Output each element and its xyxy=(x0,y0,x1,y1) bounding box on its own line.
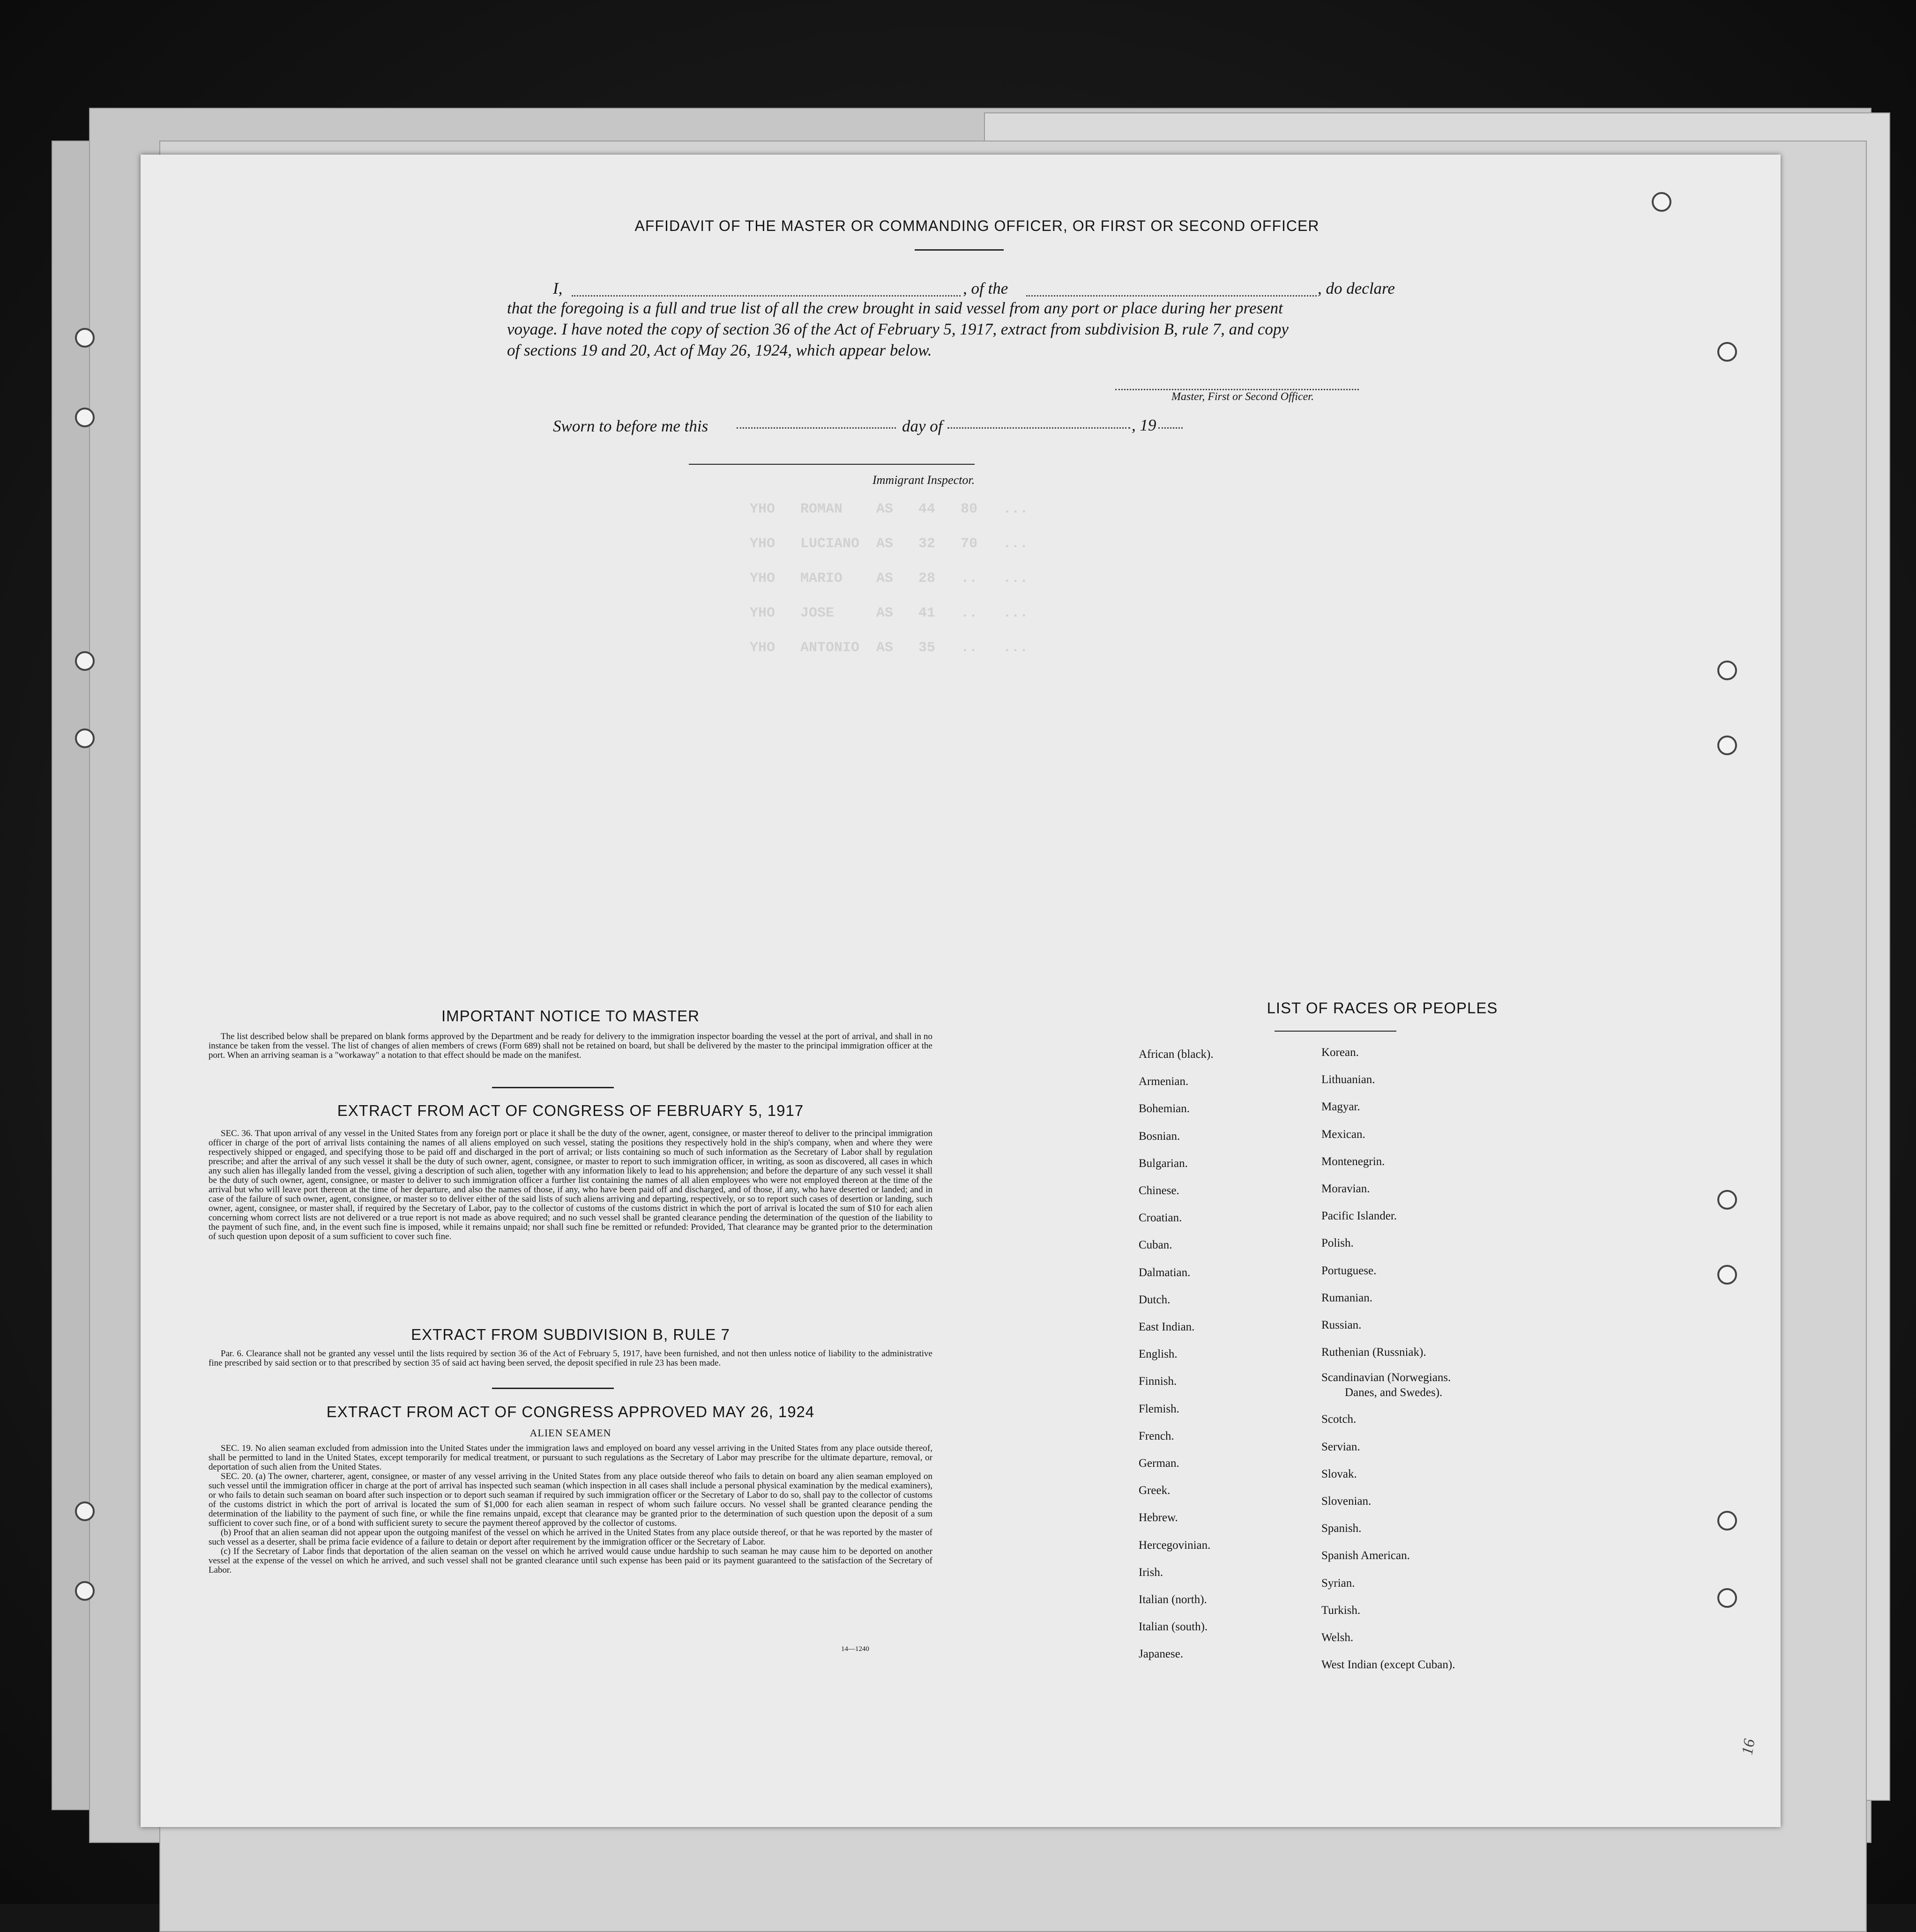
extract-1924-body xyxy=(209,1444,932,1575)
extract-1917-title: EXTRACT FROM ACT OF CONGRESS OF FEBRUARY 5, 1917 xyxy=(337,1102,804,1119)
affidavit-line-2: that the foregoing is a full and true list of all the crew brought in said vessel from any port or place during her present xyxy=(507,299,1283,317)
race-item: Mexican. xyxy=(1321,1128,1365,1141)
race-item: Bulgarian. xyxy=(1139,1157,1188,1170)
races-left-column xyxy=(1139,1041,1214,1668)
race-item: Hebrew. xyxy=(1139,1511,1178,1524)
races-right-column xyxy=(1321,1039,1455,1679)
race-item: Irish. xyxy=(1139,1566,1163,1579)
punch-hole xyxy=(75,328,95,348)
race-item: Flemish. xyxy=(1139,1402,1179,1415)
form-page xyxy=(141,155,1781,1827)
race-item: Dutch. xyxy=(1139,1293,1170,1306)
extract-rule7-title: EXTRACT FROM SUBDIVISION B, RULE 7 xyxy=(411,1326,730,1343)
race-item: Scandinavian (Norwegians. xyxy=(1321,1371,1451,1384)
margin-note: 16 xyxy=(1738,1737,1759,1756)
race-item: Lithuanian. xyxy=(1321,1073,1375,1086)
alien-seamen-subtitle: ALIEN SEAMEN xyxy=(529,1427,611,1439)
affidavit-title: AFFIDAVIT OF THE MASTER OR COMMANDING OFFICER, OR FIRST OR SECOND OFFICER xyxy=(634,217,1320,234)
race-item: Scotch. xyxy=(1321,1413,1357,1426)
year-prefix: , 19 xyxy=(1132,416,1156,434)
race-item: Dalmatian. xyxy=(1139,1266,1191,1279)
punch-hole xyxy=(1717,736,1737,755)
race-item: Spanish American. xyxy=(1321,1549,1410,1562)
race-item: Hercegovinian. xyxy=(1139,1538,1211,1552)
notice-body xyxy=(209,1032,932,1060)
punch-hole xyxy=(75,728,95,748)
race-item: Ruthenian (Russniak). xyxy=(1321,1346,1426,1359)
punch-hole xyxy=(75,1501,95,1521)
race-item: Welsh. xyxy=(1321,1631,1354,1644)
month-line[interactable] xyxy=(947,427,1130,429)
affidavit-line-4: of sections 19 and 20, Act of May 26, 1924, which appear below. xyxy=(507,341,932,359)
race-item: African (black). xyxy=(1139,1048,1214,1061)
race-item: Armenian. xyxy=(1139,1075,1189,1088)
title-rule xyxy=(915,249,1004,251)
race-item: Turkish. xyxy=(1321,1604,1361,1617)
race-item: Spanish. xyxy=(1321,1522,1362,1535)
race-item: Rumanian. xyxy=(1321,1291,1373,1304)
extract-1917-body xyxy=(209,1129,932,1241)
section-36-text: SEC. 36. That upon arrival of any vessel in the United States from any foreign port or place it shall be the duty of the owner, agent, consignee, or master thereof to deliver to the principal immigration officer in charge of the port of arrival lists containing the names of all aliens employed on such vessel, stating the positions they respectively hold in the ship's company, when and where they were respectively shipped or engaged, and specifying those to be paid off and discharged in the port of arrival; or lists containing so much of such information as the Secretary of Labor shall by regulation prescribe; and after the arrival of any such vessel it shall be the duty of such owner, agent, consignee, or master to report to such immigration officer, in writing, as soon as discovered, all cases in which any such alien has illegally landed from the vessel, giving a description of such alien, together with any information likely to lead to his apprehension; and before the departure of any such vessel it shall be the duty of such owner, agent, consignee, or master to deliver to such immigration officer a further list containing the names of all alien employees who were not employed thereon at the time of the arrival but who will leave port thereon at the time of her departure, and also the names of those, if any, who have been paid off and discharged, and of those, if any, who have deserted or landed; and in case of the failure of such owner, agent, consignee, or master so to deliver either of the said lists of such aliens arriving and departing, respectively, or so to report such cases of desertion or landing, such owner, agent, consignee, or master shall, if required by the Secretary of Labor, pay to the collector of customs of the customs district in which the port of arrival is located the sum of $10 for each alien concerning whom correct lists are not delivered or a true report is not made as above required; and no such vessel shall be granted clearance pending the determination of the question of the liability to the payment of such fine, and, in the event such fine is imposed, while it remains unpaid; nor shall such fine be remitted or refunded: Provided, That clearance may be granted prior to the determination of such question upon deposit of a sum sufficient to cover such fine. xyxy=(209,1129,932,1241)
rule-7-text: Par. 6. Clearance shall not be granted any vessel until the lists required by section 36 of the Act of February 5, 1917, have been furnished, and not then unless notice of liability to the administrative fine prescribed by said section or to that prescribed by section 35 of said act having been served, the deposit specified in rule 23 has been made. xyxy=(209,1349,932,1368)
race-item: Cuban. xyxy=(1139,1239,1172,1252)
race-item: Croatian. xyxy=(1139,1211,1182,1225)
race-item: Pacific Islander. xyxy=(1321,1210,1397,1223)
inspector-label: Immigrant Inspector. xyxy=(872,473,975,487)
punch-hole xyxy=(1717,1588,1737,1608)
section-20b-text: (b) Proof that an alien seaman did not appear upon the outgoing manifest of the vessel on which he arrived in the United States from any place outside thereof, or that he was reported by the master of such vessel as a deserter, shall be prima facie evidence of a failure to detain or deport after requirement by the immigration officer or the Secretary of Labor. xyxy=(209,1528,932,1547)
section-20a-text: SEC. 20. (a) The owner, charterer, agent, consignee, or master of any vessel arriving in the United States from any place outside thereof who fails to detain on board any alien seaman employed on such vessel until the immigration officer in charge at the port of arrival has inspected such seaman (which inspection in all cases shall include a personal physical examination by the medical examiners), or who fails to detain such seaman on board after such inspection or to deport such seaman if required by such immigration officer or the Secretary of Labor to do so, shall pay to the collector of customs of the customs district in which the port of arrival is located the sum of $1,000 for each alien seaman in respect of whom such failure occurs. No vessel shall be granted clearance pending the determination of the liability to the payment of such fine, or while the fine remains unpaid, except that clearance may be granted prior to the determination of such question upon the deposit of a sum sufficient to cover such fine, or of a bond with sufficient surety to secure the payment thereof approved by the collector of customs. xyxy=(209,1471,932,1528)
notice-title: IMPORTANT NOTICE TO MASTER xyxy=(441,1007,700,1025)
extract-rule7-body xyxy=(209,1349,932,1368)
race-item: Greek. xyxy=(1139,1484,1170,1497)
punch-hole xyxy=(1717,1190,1737,1210)
punch-hole xyxy=(1717,661,1737,680)
punch-hole xyxy=(1652,192,1671,212)
race-item: Finnish. xyxy=(1139,1375,1177,1388)
punch-hole xyxy=(75,1581,95,1601)
race-item: Bohemian. xyxy=(1139,1102,1190,1115)
extract-1924-title: EXTRACT FROM ACT OF CONGRESS APPROVED MAY 26, 1924 xyxy=(326,1403,815,1420)
section-rule xyxy=(492,1388,614,1389)
races-title: LIST OF RACES OR PEOPLES xyxy=(1267,999,1498,1017)
race-item: Italian (north). xyxy=(1139,1593,1207,1606)
race-item: Russian. xyxy=(1321,1319,1362,1332)
race-item: Syrian. xyxy=(1321,1576,1355,1590)
race-item: West Indian (except Cuban). xyxy=(1321,1658,1455,1672)
punch-hole xyxy=(75,408,95,427)
section-19-text: SEC. 19. No alien seaman excluded from admission into the United States under the immigration laws and employed on board any vessel arriving in the United States from any place outside thereof, shall be permitted to land in the United States, except temporarily for medical treatment, or pursuant to such regulations as the Secretary of Labor may prescribe for the ultimate departure, removal, or deportation of such alien from the United States. xyxy=(209,1443,932,1472)
race-item: Polish. xyxy=(1321,1237,1354,1250)
punch-hole xyxy=(1717,342,1737,362)
affidavit-declare: , do declare xyxy=(1318,279,1395,297)
punch-hole xyxy=(1717,1511,1737,1531)
signature-line[interactable] xyxy=(1115,389,1359,390)
race-item: Japanese. xyxy=(1139,1648,1184,1661)
sworn-text: Sworn to before me this xyxy=(553,417,708,435)
race-item: Bosnian. xyxy=(1139,1129,1180,1143)
race-item: Slovak. xyxy=(1321,1467,1357,1480)
race-item: Moravian. xyxy=(1321,1182,1370,1196)
affidavit-i: I, xyxy=(553,279,563,297)
signature-label: Master, First or Second Officer. xyxy=(1171,391,1314,403)
bleed-through-text: YHO ROMAN AS 44 80 ... YHO LUCIANO AS 32 70 ... YHO MARIO AS 28 .. ... YHO JOSE AS 41 .. ... YHO ANTONIO AS 35 .. ... xyxy=(750,501,1029,656)
race-item: Chinese. xyxy=(1139,1184,1179,1197)
race-item: Servian. xyxy=(1321,1440,1360,1453)
affidavit-line-3: voyage. I have noted the copy of section 36 of the Act of February 5, 1917, extract from subdivision B, rule 7, and copy xyxy=(507,320,1289,338)
section-rule xyxy=(492,1087,614,1088)
form-number: 14—1240 xyxy=(841,1645,869,1653)
race-item: Danes, and Swedes). xyxy=(1345,1386,1443,1399)
sworn-day-line[interactable] xyxy=(737,427,896,429)
notice-paragraph: The list described below shall be prepared on blank forms approved by the Department and be ready for delivery to the immigration inspector boarding the vessel at the port of arrival, and shall in no instance be taken from the vessel. The list of changes of alien members of crews (Form 689) shall not be retained on board, but shall be delivered by the master to the principal immigration officer at the port. When an arriving seaman is a "workaway" a notation to that effect should be made on the manifest. xyxy=(209,1032,932,1060)
races-rule xyxy=(1275,1031,1396,1032)
race-item: English. xyxy=(1139,1348,1178,1361)
affidavit-of-the: , of the xyxy=(963,279,1008,297)
race-item: French. xyxy=(1139,1429,1174,1442)
name-blank-line[interactable] xyxy=(572,295,961,297)
year-line[interactable] xyxy=(1158,427,1183,429)
race-item: German. xyxy=(1139,1457,1179,1470)
inspector-signature-line[interactable] xyxy=(689,464,975,465)
vessel-blank-line[interactable] xyxy=(1026,295,1317,297)
race-item: Korean. xyxy=(1321,1046,1359,1059)
punch-hole xyxy=(75,651,95,671)
race-item: Italian (south). xyxy=(1139,1620,1208,1634)
punch-hole xyxy=(1717,1265,1737,1285)
race-item: Slovenian. xyxy=(1321,1495,1372,1508)
race-item: Portuguese. xyxy=(1321,1264,1377,1277)
section-20c-text: (c) If the Secretary of Labor finds that deportation of the alien seaman on the vessel on which he arrived would cause undue hardship to such seaman he may cause him to be deported on another vessel at the expense of the vessel on which he arrived, and such vessel shall not be granted clearance until such expense has been paid or its payment guaranteed to the satisfaction of the Secretary of Labor. xyxy=(209,1546,932,1575)
race-item: East Indian. xyxy=(1139,1321,1195,1334)
race-item: Montenegrin. xyxy=(1321,1155,1385,1168)
day-of-text: day of xyxy=(902,417,943,435)
race-item: Magyar. xyxy=(1321,1100,1360,1114)
